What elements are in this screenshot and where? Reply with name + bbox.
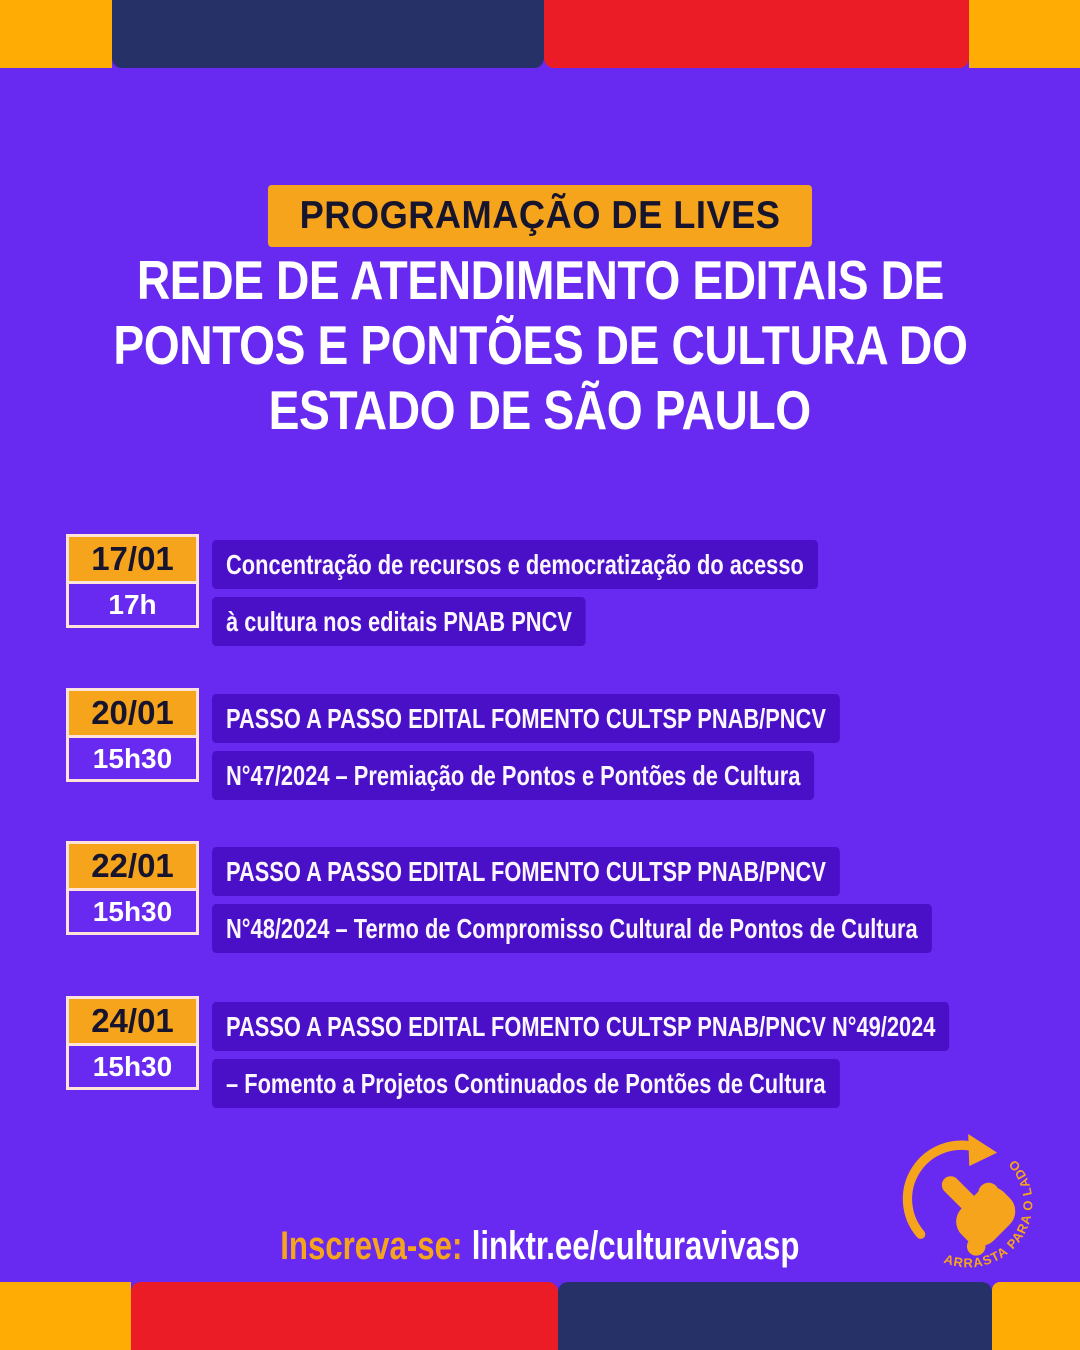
- top-bar-red: [544, 0, 969, 68]
- arrowhead: [968, 1134, 997, 1166]
- date-box: [66, 688, 199, 782]
- lives-schedule-badge: PROGRAMAÇÃO DE LIVES: [268, 185, 812, 247]
- top-bar-orange-left: [0, 0, 112, 68]
- date-label: 20/01: [69, 691, 196, 738]
- schedule-row: [66, 534, 989, 646]
- title-line-2: PONTOS E PONTÕES DE CULTURA DO: [112, 314, 968, 376]
- schedule-row: [66, 688, 1017, 800]
- session-line: PASSO A PASSO EDITAL FOMENTO CULTSP PNAB/PNCV: [212, 847, 840, 896]
- swipe-hand-icon[interactable]: [900, 1133, 1055, 1288]
- date-label: 24/01: [69, 999, 196, 1046]
- bottom-bar-red: [131, 1282, 558, 1350]
- schedule-row: [66, 841, 1080, 953]
- date-box: [66, 996, 199, 1090]
- bottom-bar-navy: [558, 1282, 992, 1350]
- session-line: PASSO A PASSO EDITAL FOMENTO CULTSP PNAB/PNCV: [212, 694, 840, 743]
- subscribe-label: Inscreva-se:: [280, 1224, 463, 1268]
- session-line: à cultura nos editais PNAB PNCV: [212, 597, 586, 646]
- date-label: 22/01: [69, 844, 196, 891]
- date-label: 17/01: [69, 537, 196, 584]
- swipe-curved-label: ARRASTA PARA O LADO: [942, 1156, 1036, 1271]
- top-bar-orange-right: [969, 0, 1080, 68]
- session-description: [212, 534, 989, 646]
- session-line: – Fomento a Projetos Continuados de Pontões de Cultura: [212, 1059, 840, 1108]
- date-box: [66, 534, 199, 628]
- session-description: [212, 841, 1080, 953]
- time-label: 15h30: [92, 895, 173, 927]
- session-description: [212, 688, 1017, 800]
- title-line-3: ESTADO DE SÃO PAULO: [268, 379, 812, 441]
- footer-link[interactable]: linktr.ee/culturavivasp: [471, 1224, 800, 1268]
- schedule-row: [66, 996, 1080, 1108]
- subscribe-line: [280, 1222, 799, 1270]
- time-label: 15h30: [92, 1050, 173, 1082]
- time-label: 15h30: [92, 742, 173, 774]
- title-line-1: REDE DE ATENDIMENTO EDITAIS DE: [136, 249, 944, 311]
- page-title: [0, 248, 1080, 443]
- top-bar-navy: [112, 0, 544, 68]
- session-line: N°48/2024 – Termo de Compromisso Cultural de Pontos de Cultura: [212, 904, 932, 953]
- date-box: [66, 841, 199, 935]
- bottom-bar-orange-left: [0, 1282, 131, 1350]
- time-label: 17h: [108, 588, 157, 620]
- session-line: Concentração de recursos e democratização do acesso: [212, 540, 818, 589]
- bottom-bar-orange-right: [992, 1282, 1080, 1350]
- session-line: PASSO A PASSO EDITAL FOMENTO CULTSP PNAB/PNCV N°49/2024: [212, 1002, 949, 1051]
- session-description: [212, 996, 1080, 1108]
- session-line: N°47/2024 – Premiação de Pontos e Pontões de Cultura: [212, 751, 814, 800]
